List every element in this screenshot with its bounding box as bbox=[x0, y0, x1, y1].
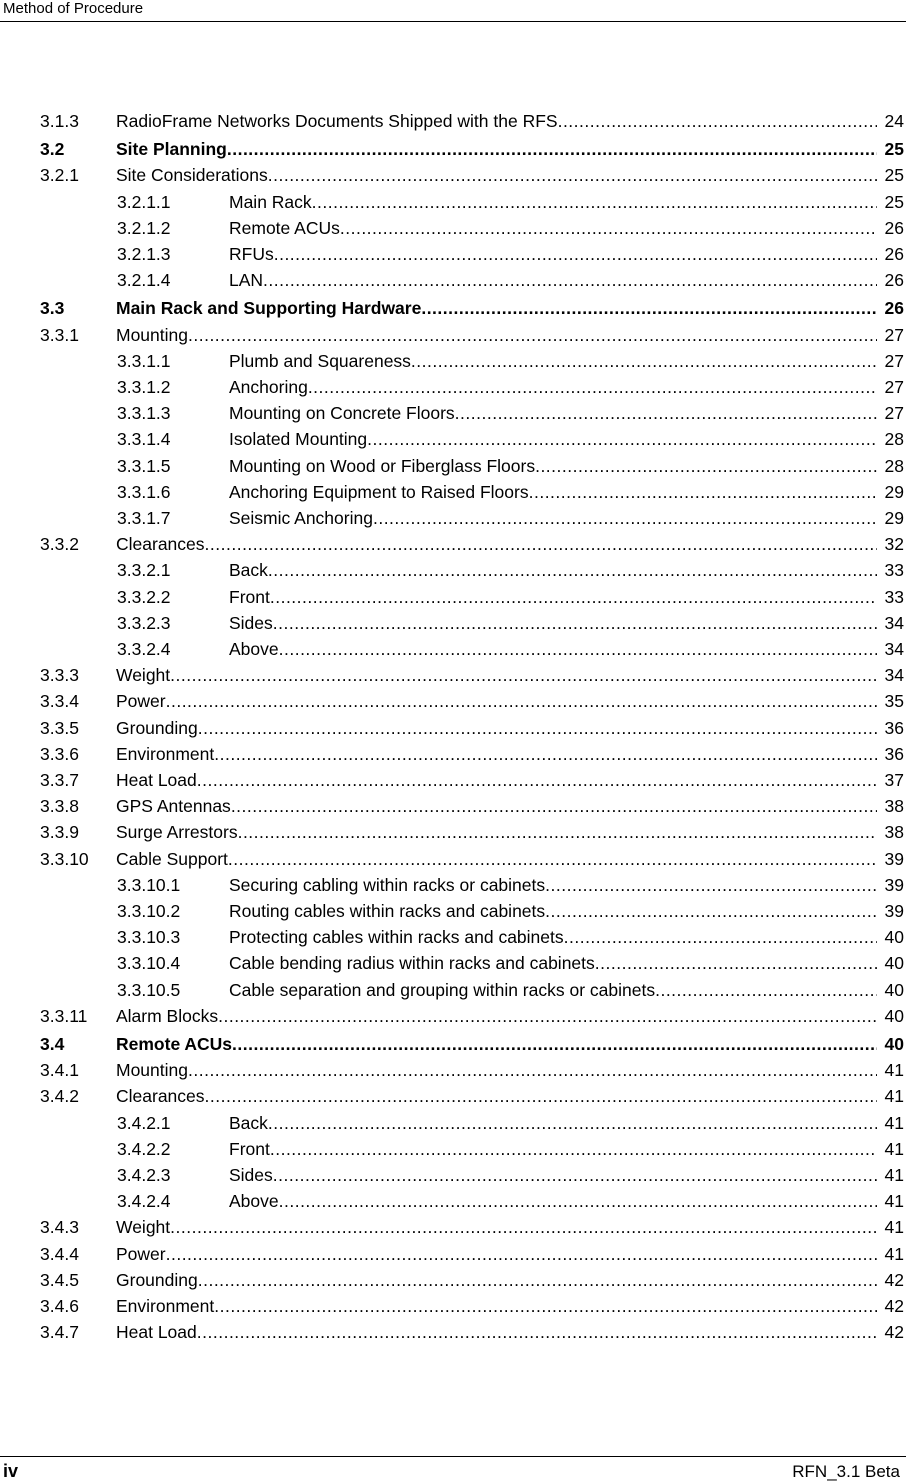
toc-entry-title: Alarm Blocks bbox=[116, 1005, 219, 1026]
toc-entry-title: Seismic Anchoring bbox=[229, 508, 373, 528]
toc-entry-title: Power bbox=[116, 691, 166, 712]
toc-entry-title-leader bbox=[229, 455, 877, 477]
toc-entry-title-leader bbox=[229, 559, 877, 581]
toc-dot-leader bbox=[279, 638, 877, 660]
toc-dot-leader bbox=[228, 848, 877, 870]
toc-dot-leader bbox=[545, 900, 877, 922]
toc-dot-leader bbox=[367, 428, 877, 450]
toc-entry[interactable] bbox=[0, 586, 906, 608]
toc-entry-title-leader bbox=[229, 217, 877, 239]
toc-entry-title-leader bbox=[116, 110, 877, 132]
toc-entry-number: 3.4.5 bbox=[40, 1269, 79, 1290]
toc-entry[interactable] bbox=[0, 191, 906, 213]
toc-dot-leader bbox=[564, 926, 877, 948]
toc-entry-page: 34 bbox=[884, 665, 904, 686]
toc-entry[interactable] bbox=[0, 690, 906, 712]
toc-entry-title-leader bbox=[116, 1243, 877, 1265]
toc-dot-leader bbox=[170, 664, 877, 686]
toc-entry-page: 41 bbox=[884, 1138, 904, 1159]
toc-entry[interactable] bbox=[0, 1138, 906, 1160]
toc-entry[interactable] bbox=[0, 900, 906, 922]
footer-page-number: iv bbox=[3, 1461, 19, 1481]
toc-entry[interactable] bbox=[0, 481, 906, 503]
toc-entry-title: Routing cables within racks and cabinets bbox=[229, 901, 546, 921]
toc-entry-number: 3.2 bbox=[40, 139, 65, 160]
toc-entry-number: 3.3.3 bbox=[40, 665, 79, 686]
toc-entry-number: 3.4.2.1 bbox=[117, 1112, 171, 1133]
toc-entry-title: Cable bending radius within racks and cabinets bbox=[229, 953, 595, 974]
toc-dot-leader bbox=[268, 1112, 877, 1134]
toc-entry-number: 3.2.1.3 bbox=[117, 244, 171, 264]
toc-entry-title: Mounting on Concrete Floors bbox=[229, 403, 455, 424]
toc-entry-page: 33 bbox=[884, 560, 904, 581]
toc-entry-page: 32 bbox=[884, 534, 904, 555]
toc-dot-leader bbox=[373, 507, 877, 529]
toc-dot-leader bbox=[270, 586, 877, 608]
toc-entry-title-leader bbox=[229, 402, 877, 424]
toc-entry-page: 34 bbox=[884, 612, 904, 633]
toc-entry-number: 3.1.3 bbox=[40, 111, 79, 131]
toc-entry-title-leader bbox=[116, 1005, 877, 1027]
toc-entry[interactable] bbox=[0, 926, 906, 948]
toc-entry[interactable] bbox=[0, 455, 906, 477]
toc-entry[interactable] bbox=[0, 297, 906, 319]
toc-dot-leader bbox=[197, 769, 877, 791]
toc-entry-number: 3.3.8 bbox=[40, 796, 79, 817]
toc-entry-title-leader bbox=[116, 164, 877, 186]
toc-entry-number: 3.4.6 bbox=[40, 1296, 79, 1316]
toc-entry-title: Anchoring bbox=[229, 377, 308, 397]
toc-dot-leader bbox=[218, 1005, 877, 1027]
toc-entry[interactable] bbox=[0, 1033, 906, 1055]
toc-entry-number: 3.4.2 bbox=[40, 1086, 79, 1107]
toc-entry-title: Site Planning bbox=[116, 139, 227, 160]
toc-entry-title: Sides bbox=[229, 612, 273, 633]
toc-entry-number: 3.3.2.4 bbox=[117, 639, 171, 659]
toc-entry[interactable] bbox=[0, 1085, 906, 1107]
toc-entry-page: 25 bbox=[884, 191, 904, 212]
toc-dot-leader bbox=[214, 743, 877, 765]
toc-entry[interactable] bbox=[0, 874, 906, 896]
toc-entry-page: 29 bbox=[884, 508, 904, 528]
toc-entry[interactable] bbox=[0, 533, 906, 555]
toc-entry-page: 38 bbox=[884, 796, 904, 817]
toc-entry-title: Grounding bbox=[116, 1269, 198, 1290]
toc-entry-title-leader bbox=[116, 821, 877, 843]
toc-entry-page: 37 bbox=[884, 770, 904, 790]
toc-entry[interactable] bbox=[0, 428, 906, 450]
toc-dot-leader bbox=[166, 690, 877, 712]
toc-entry-number: 3.3.6 bbox=[40, 743, 79, 764]
toc-entry[interactable] bbox=[0, 1005, 906, 1027]
toc-dot-leader bbox=[197, 1321, 877, 1343]
toc-dot-leader bbox=[655, 979, 877, 1001]
toc-entry-page: 40 bbox=[884, 953, 904, 974]
toc-entry-page: 26 bbox=[884, 298, 904, 319]
toc-entry[interactable] bbox=[0, 164, 906, 186]
toc-entry-page: 29 bbox=[884, 481, 904, 502]
toc-entry-title: Site Considerations bbox=[116, 165, 268, 186]
toc-entry-title-leader bbox=[229, 874, 877, 896]
toc-entry-number: 3.3.1.6 bbox=[117, 481, 171, 502]
toc-dot-leader bbox=[188, 324, 877, 346]
toc-entry-title-leader bbox=[116, 533, 877, 555]
toc-entry[interactable] bbox=[0, 664, 906, 686]
toc-entry-page: 27 bbox=[884, 350, 904, 371]
toc-entry-number: 3.3.1.3 bbox=[117, 403, 171, 424]
toc-entry-title-leader bbox=[116, 848, 877, 870]
toc-entry-title-leader bbox=[229, 926, 877, 948]
toc-entry-page: 39 bbox=[884, 874, 904, 895]
toc-entry-title-leader bbox=[116, 138, 877, 160]
toc-entry[interactable] bbox=[0, 821, 906, 843]
toc-entry-title-leader bbox=[116, 1269, 877, 1291]
toc-entry-title: GPS Antennas bbox=[116, 796, 231, 817]
toc-dot-leader bbox=[188, 1059, 877, 1081]
toc-entry[interactable] bbox=[0, 743, 906, 765]
toc-entry-title-leader bbox=[116, 1295, 877, 1317]
toc-entry-page: 42 bbox=[884, 1269, 904, 1290]
toc-entry-number: 3.2.1 bbox=[40, 165, 79, 186]
toc-entry[interactable] bbox=[0, 638, 906, 660]
toc-entry-title: Isolated Mounting bbox=[229, 429, 368, 450]
toc-entry-title-leader bbox=[116, 297, 877, 319]
toc-entry-number: 3.3 bbox=[40, 298, 65, 319]
toc-dot-leader bbox=[411, 350, 877, 372]
toc-entry-page: 41 bbox=[884, 1112, 904, 1133]
toc-entry-title: Mounting on Wood or Fiberglass Floors bbox=[229, 455, 536, 476]
toc-entry-title: Main Rack and Supporting Hardware bbox=[116, 298, 422, 319]
toc-entry-number: 3.4.7 bbox=[40, 1322, 79, 1343]
toc-entry-title-leader bbox=[116, 664, 877, 686]
toc-dot-leader bbox=[274, 243, 877, 265]
toc-entry[interactable] bbox=[0, 952, 906, 974]
toc-entry-page: 25 bbox=[884, 139, 904, 160]
toc-entry-page: 33 bbox=[884, 586, 904, 607]
toc-entry-page: 41 bbox=[884, 1165, 904, 1185]
toc-dot-leader bbox=[421, 297, 877, 319]
toc-entry-title-leader bbox=[116, 795, 877, 817]
toc-entry[interactable] bbox=[0, 979, 906, 1001]
toc-dot-leader bbox=[166, 1243, 877, 1265]
toc-entry-number: 3.4.2.4 bbox=[117, 1191, 171, 1212]
toc-entry-page: 42 bbox=[884, 1322, 904, 1343]
toc-entry-title-leader bbox=[116, 717, 877, 739]
toc-entry-title-leader bbox=[116, 1321, 877, 1343]
toc-entry[interactable] bbox=[0, 612, 906, 634]
toc-entry[interactable] bbox=[0, 1164, 906, 1186]
toc-entry-title: Protecting cables within racks and cabinets bbox=[229, 927, 564, 948]
toc-entry-title: LAN bbox=[229, 270, 264, 291]
toc-entry-page: 28 bbox=[884, 455, 904, 476]
toc-entry[interactable] bbox=[0, 350, 906, 372]
toc-dot-leader bbox=[198, 717, 877, 739]
toc-entry-title-leader bbox=[116, 1033, 877, 1055]
toc-entry-title: Front bbox=[229, 1138, 270, 1159]
toc-entry-number: 3.2.1.4 bbox=[117, 270, 171, 291]
toc-entry-page: 41 bbox=[884, 1243, 904, 1264]
toc-entry[interactable] bbox=[0, 324, 906, 346]
toc-entry-title: Clearances bbox=[116, 534, 205, 555]
toc-entry-title: Securing cabling within racks or cabinets bbox=[229, 874, 546, 895]
toc-entry[interactable] bbox=[0, 1112, 906, 1134]
toc-entry-title: Plumb and Squareness bbox=[229, 350, 411, 371]
toc-entry-number: 3.3.1 bbox=[40, 324, 79, 345]
toc-dot-leader bbox=[595, 952, 877, 974]
toc-entry-title: Weight bbox=[116, 1217, 171, 1238]
toc-entry-title-leader bbox=[116, 1059, 877, 1081]
toc-entry[interactable] bbox=[0, 1190, 906, 1212]
toc-entry-title-leader bbox=[229, 269, 877, 291]
toc-entry-title: Remote ACUs bbox=[229, 217, 340, 238]
toc-entry-title-leader bbox=[116, 324, 877, 346]
toc-dot-leader bbox=[312, 191, 877, 213]
toc-entry-number: 3.3.1.2 bbox=[117, 377, 171, 397]
toc-entry-number: 3.4 bbox=[40, 1034, 65, 1054]
toc-entry-number: 3.3.2 bbox=[40, 534, 79, 555]
toc-entry[interactable] bbox=[0, 138, 906, 160]
toc-entry-title: Mounting bbox=[116, 1060, 188, 1081]
toc-entry-title: Main Rack bbox=[229, 191, 312, 212]
toc-entry-page: 39 bbox=[884, 901, 904, 921]
toc-entry-number: 3.4.3 bbox=[40, 1217, 79, 1238]
toc-entry-title: RFUs bbox=[229, 244, 274, 264]
toc-entry-page: 40 bbox=[884, 1034, 904, 1054]
toc-entry-number: 3.3.10.5 bbox=[117, 979, 181, 1000]
toc-entry-page: 41 bbox=[884, 1191, 904, 1212]
toc-entry-title-leader bbox=[229, 191, 877, 213]
page-header bbox=[0, 0, 906, 22]
toc-entry-number: 3.3.10.2 bbox=[117, 901, 181, 921]
toc-entry[interactable] bbox=[0, 217, 906, 239]
toc-entry-title: Environment bbox=[116, 1296, 215, 1316]
toc-entry-title: Clearances bbox=[116, 1086, 205, 1107]
toc-entry-number: 3.3.10.1 bbox=[117, 874, 181, 895]
toc-dot-leader bbox=[263, 269, 877, 291]
toc-dot-leader bbox=[529, 481, 877, 503]
toc-entry-title-leader bbox=[229, 952, 877, 974]
toc-entry-title-leader bbox=[229, 979, 877, 1001]
toc-entry-number: 3.3.1.4 bbox=[117, 429, 171, 450]
toc-entry-title: Above bbox=[229, 639, 279, 659]
toc-entry-title-leader bbox=[229, 638, 877, 660]
toc-entry-title-leader bbox=[116, 1085, 877, 1107]
toc-dot-leader bbox=[273, 1164, 877, 1186]
toc-dot-leader bbox=[270, 1138, 877, 1160]
toc-entry-title-leader bbox=[116, 690, 877, 712]
toc-entry-page: 35 bbox=[884, 691, 904, 712]
toc-entry-title: Back bbox=[229, 560, 268, 581]
toc-entry[interactable] bbox=[0, 795, 906, 817]
toc-dot-leader bbox=[198, 1269, 877, 1291]
toc-entry-number: 3.3.2.3 bbox=[117, 612, 171, 633]
toc-dot-leader bbox=[232, 1033, 877, 1055]
toc-dot-leader bbox=[231, 795, 877, 817]
toc-entry-page: 40 bbox=[884, 979, 904, 1000]
toc-entry-number: 3.3.10 bbox=[40, 848, 89, 869]
toc-entry-title: Sides bbox=[229, 1165, 273, 1185]
toc-dot-leader bbox=[308, 376, 877, 398]
toc-entry-title-leader bbox=[116, 769, 877, 791]
toc-entry-page: 25 bbox=[884, 165, 904, 186]
toc-entry-title-leader bbox=[229, 428, 877, 450]
toc-entry[interactable] bbox=[0, 402, 906, 424]
toc-entry-page: 41 bbox=[884, 1060, 904, 1081]
toc-dot-leader bbox=[340, 217, 877, 239]
toc-entry-number: 3.3.7 bbox=[40, 770, 79, 790]
toc-entry-title: Weight bbox=[116, 665, 171, 686]
toc-entry[interactable] bbox=[0, 1295, 906, 1317]
toc-entry-title-leader bbox=[229, 243, 877, 265]
toc-entry[interactable] bbox=[0, 110, 906, 132]
toc-entry-title: Environment bbox=[116, 743, 215, 764]
toc-dot-leader bbox=[238, 821, 877, 843]
toc-entry-number: 3.2.1.2 bbox=[117, 217, 171, 238]
toc-dot-leader bbox=[170, 1216, 877, 1238]
page-footer bbox=[0, 1456, 906, 1483]
toc-dot-leader bbox=[205, 533, 877, 555]
toc-entry-number: 3.3.1.7 bbox=[117, 508, 171, 528]
toc-dot-leader bbox=[279, 1190, 877, 1212]
toc-entry-page: 38 bbox=[884, 822, 904, 843]
toc-entry-number: 3.3.1.5 bbox=[117, 455, 171, 476]
toc-entry-page: 27 bbox=[884, 377, 904, 397]
toc-entry-title: Heat Load bbox=[116, 1322, 197, 1343]
toc-entry-title: RadioFrame Networks Documents Shipped with the RFS bbox=[116, 111, 558, 131]
toc-entry-title: Surge Arrestors bbox=[116, 822, 238, 843]
toc-entry-title: Grounding bbox=[116, 717, 198, 738]
toc-entry-title-leader bbox=[229, 1190, 877, 1212]
toc-entry-title: Cable Support bbox=[116, 848, 228, 869]
toc-entry-title: Back bbox=[229, 1112, 268, 1133]
toc-dot-leader bbox=[558, 110, 877, 132]
toc-entry-title-leader bbox=[116, 743, 877, 765]
toc-entry[interactable] bbox=[0, 376, 906, 398]
toc-entry-number: 3.3.10.3 bbox=[117, 927, 181, 948]
toc-entry-title-leader bbox=[229, 1164, 877, 1186]
toc-entry-page: 40 bbox=[884, 927, 904, 948]
toc-dot-leader bbox=[545, 874, 877, 896]
toc-dot-leader bbox=[205, 1085, 877, 1107]
toc-entry[interactable] bbox=[0, 243, 906, 265]
toc-entry-page: 28 bbox=[884, 429, 904, 450]
toc-entry[interactable] bbox=[0, 1216, 906, 1238]
toc-entry-title-leader bbox=[229, 612, 877, 634]
toc-dot-leader bbox=[268, 164, 877, 186]
toc-entry-number: 3.3.11 bbox=[40, 1005, 88, 1026]
toc-entry-title: Anchoring Equipment to Raised Floors bbox=[229, 481, 529, 502]
header-title: Method of Procedure bbox=[3, 0, 144, 17]
footer-document-id: RFN_3.1 Beta bbox=[792, 1462, 900, 1481]
toc-dot-leader bbox=[268, 559, 877, 581]
toc-entry-page: 26 bbox=[884, 244, 904, 264]
toc-entry-page: 26 bbox=[884, 217, 904, 238]
toc-entry-title: Power bbox=[116, 1243, 166, 1264]
toc-entry-number: 3.4.2.3 bbox=[117, 1165, 171, 1185]
toc-entry-number: 3.3.9 bbox=[40, 822, 79, 843]
toc-entry-title-leader bbox=[229, 586, 877, 608]
toc-dot-leader bbox=[535, 455, 877, 477]
toc-entry-page: 42 bbox=[884, 1296, 904, 1316]
toc-entry-title-leader bbox=[229, 507, 877, 529]
toc-entry-number: 3.3.1.1 bbox=[117, 350, 171, 371]
toc-entry-page: 26 bbox=[884, 270, 904, 291]
toc-entry[interactable] bbox=[0, 559, 906, 581]
toc-entry-page: 41 bbox=[884, 1217, 904, 1238]
toc-entry-page: 41 bbox=[884, 1086, 904, 1107]
toc-dot-leader bbox=[273, 612, 877, 634]
toc-entry-number: 3.4.4 bbox=[40, 1243, 79, 1264]
toc-entry-page: 34 bbox=[884, 639, 904, 659]
toc-entry-title: Mounting bbox=[116, 324, 188, 345]
toc-entry-number: 3.3.5 bbox=[40, 717, 79, 738]
toc-entry[interactable] bbox=[0, 1269, 906, 1291]
toc-entry[interactable] bbox=[0, 1321, 906, 1343]
toc-entry-title-leader bbox=[116, 1216, 877, 1238]
toc-entry-number: 3.2.1.1 bbox=[117, 191, 171, 212]
toc-entry-page: 24 bbox=[884, 111, 904, 131]
toc-entry-page: 36 bbox=[884, 743, 904, 764]
toc-entry-title-leader bbox=[229, 900, 877, 922]
toc-dot-leader bbox=[455, 402, 877, 424]
toc-entry[interactable] bbox=[0, 717, 906, 739]
toc-entry-number: 3.3.4 bbox=[40, 691, 79, 712]
toc-entry-title-leader bbox=[229, 1138, 877, 1160]
toc-entry[interactable] bbox=[0, 1243, 906, 1265]
toc-entry-page: 27 bbox=[884, 403, 904, 424]
toc-entry-title-leader bbox=[229, 376, 877, 398]
toc-entry-page: 27 bbox=[884, 324, 904, 345]
toc-entry[interactable] bbox=[0, 1059, 906, 1081]
toc-entry-title: Heat Load bbox=[116, 770, 197, 790]
toc-entry-page: 40 bbox=[884, 1005, 904, 1026]
toc-entry-page: 36 bbox=[884, 717, 904, 738]
toc-entry-title-leader bbox=[229, 481, 877, 503]
toc-entry-number: 3.4.1 bbox=[40, 1060, 79, 1081]
toc-entry[interactable] bbox=[0, 507, 906, 529]
toc-dot-leader bbox=[214, 1295, 877, 1317]
toc-entry-title: Cable separation and grouping within racks or cabinets bbox=[229, 979, 656, 1000]
toc-entry-number: 3.3.2.2 bbox=[117, 586, 171, 607]
toc-entry-title: Front bbox=[229, 586, 270, 607]
toc-dot-leader bbox=[227, 138, 877, 160]
toc-entry-page: 39 bbox=[884, 848, 904, 869]
toc-entry[interactable] bbox=[0, 769, 906, 791]
toc-entry-number: 3.3.10.4 bbox=[117, 953, 181, 974]
toc-entry-number: 3.4.2.2 bbox=[117, 1138, 171, 1159]
toc-entry[interactable] bbox=[0, 848, 906, 870]
toc-entry-title-leader bbox=[229, 1112, 877, 1134]
toc-entry[interactable] bbox=[0, 269, 906, 291]
toc-entry-title-leader bbox=[229, 350, 877, 372]
toc-entry-title: Remote ACUs bbox=[116, 1034, 233, 1054]
toc-entry-number: 3.3.2.1 bbox=[117, 560, 171, 581]
toc-entry-title: Above bbox=[229, 1191, 279, 1212]
